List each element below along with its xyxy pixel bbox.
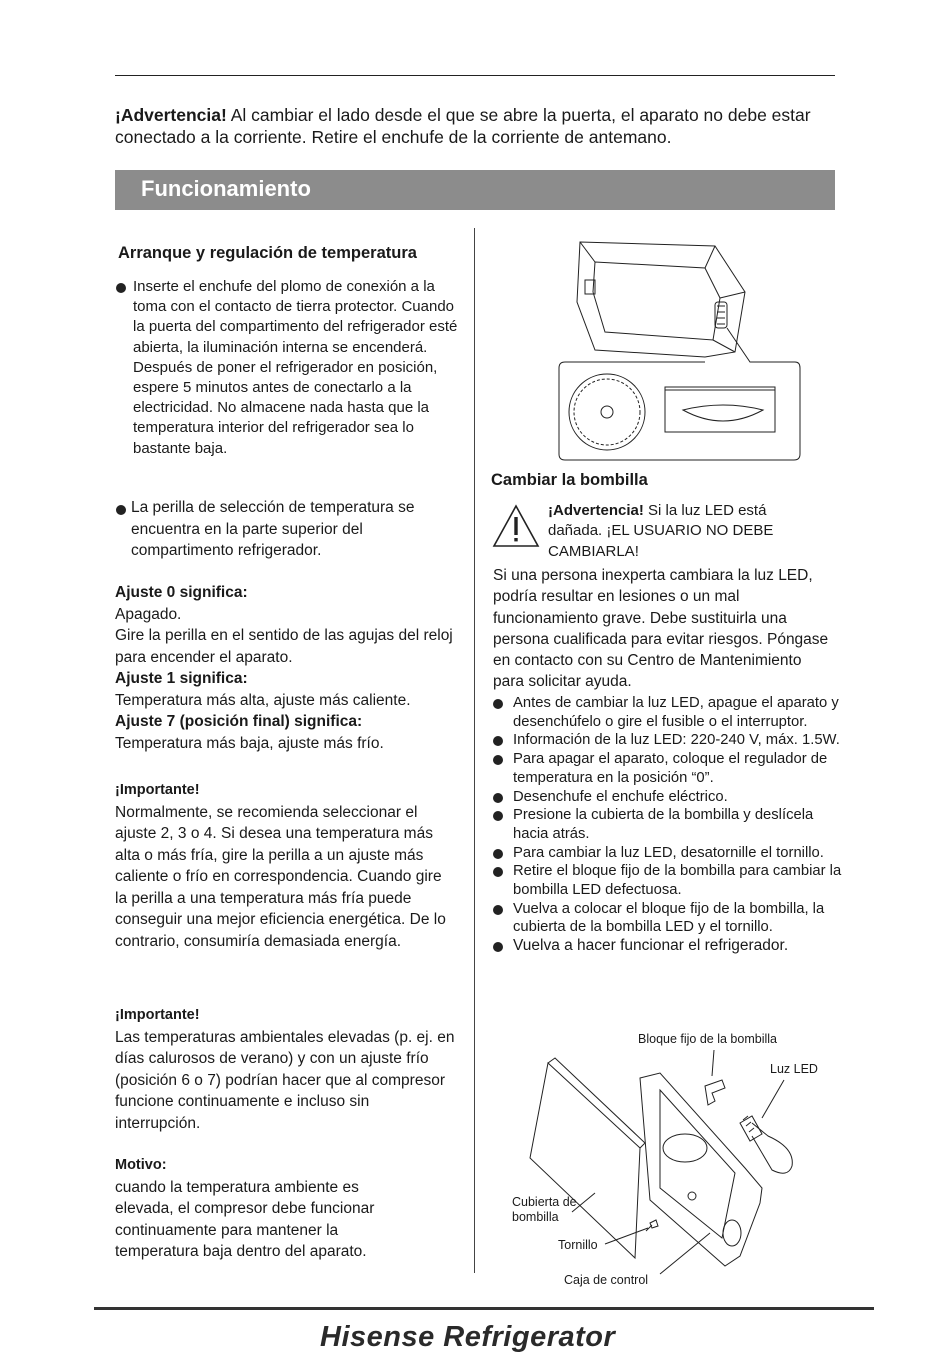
warning-triangle-icon bbox=[491, 503, 541, 549]
list-item bbox=[493, 862, 843, 899]
list-item-text: Para apagar el aparato, coloque el regulador de temperatura en la posición “0”. bbox=[513, 751, 828, 786]
right-heading: Cambiar la bombilla bbox=[491, 471, 648, 489]
bullet-dot bbox=[493, 699, 503, 709]
list-item bbox=[493, 844, 843, 863]
list-item bbox=[493, 937, 843, 956]
settings-block bbox=[115, 582, 460, 754]
left-heading: Arranque y regulación de temperatura bbox=[118, 244, 417, 262]
footer-brand: Hisense Refrigerator bbox=[320, 1321, 616, 1353]
led-warning-text: Si la luz LED está dañada. ¡EL USUARIO NO DEBE CAMBIARLA! bbox=[548, 502, 774, 560]
list-item bbox=[493, 750, 843, 787]
led-warning bbox=[548, 501, 818, 562]
left-bullet-1: Inserte el enchufe del plomo de conexión a la toma con el contacto de tierra protector. Cuando la puerta del compartimento del refrigerador esté abierta, la iluminación interna se encenderá. Después de poner el refrigerador en posición, espere 5 minutos antes de conectarlo a la electricidad. No almacene nada hasta que la temperatura interior del refrigerador sea lo bastante baja. bbox=[133, 278, 458, 457]
bullet-dot bbox=[493, 793, 503, 803]
important-2 bbox=[115, 1004, 455, 1134]
important-2-text: Las temperaturas ambientales elevadas (p. ej. en días calurosos de verano) y con un ajuste frío (posición 6 o 7) podrían hacer que al compresor funcione continuamente e incluso sin interrupción. bbox=[115, 1028, 455, 1132]
footer-rule bbox=[94, 1307, 874, 1310]
ajuste1-label: Ajuste 1 significa: bbox=[115, 670, 248, 687]
bullet-dot bbox=[493, 849, 503, 859]
label-tornillo: Tornillo bbox=[558, 1238, 598, 1252]
ajuste0-text1: Apagado. bbox=[115, 605, 182, 623]
led-steps-list bbox=[493, 694, 843, 956]
list-item-text: Para cambiar la luz LED, desatornille el tornillo. bbox=[513, 844, 824, 861]
list-item-text: Retire el bloque fijo de la bombilla para cambiar la bombilla LED defectuosa. bbox=[513, 863, 842, 899]
bullet-dot bbox=[493, 867, 503, 877]
door-warning bbox=[115, 104, 845, 148]
motivo bbox=[115, 1154, 420, 1263]
top-rule bbox=[115, 75, 835, 76]
bullet-dot bbox=[493, 736, 503, 746]
bullet-dot bbox=[493, 942, 503, 952]
list-item bbox=[493, 731, 843, 750]
list-item bbox=[493, 694, 843, 731]
label-bloque: Bloque fijo de la bombilla bbox=[638, 1032, 777, 1046]
door-warning-label: ¡Advertencia! bbox=[115, 105, 227, 125]
thermostat-illustration bbox=[555, 232, 805, 462]
label-caja: Caja de control bbox=[564, 1273, 649, 1287]
list-item-text: Antes de cambiar la luz LED, apague el aparato y desenchúfelo o gire el fusible o el interruptor. bbox=[513, 695, 839, 730]
section-header bbox=[115, 170, 835, 210]
ajuste1-text: Temperatura más alta, ajuste más caliente. bbox=[115, 691, 411, 709]
important-1-text: Normalmente, se recomienda seleccionar el ajuste 2, 3 o 4. Si desea una temperatura más alta o más fría, gire la perilla a un ajuste más caliente o frío en correspondencia. Cuando gire la perilla a una temperatura más fría puede conseguir una mejor eficiencia energética. De lo contrario, consumiría demasiada energía. bbox=[115, 803, 446, 950]
list-item-text: Vuelva a colocar el bloque fijo de la bombilla, la cubierta de la bombilla LED y el tornillo. bbox=[513, 900, 825, 936]
bullet-dot bbox=[493, 905, 503, 915]
ajuste0-label: Ajuste 0 significa: bbox=[115, 584, 248, 601]
important-1-label: ¡Importante! bbox=[115, 782, 200, 798]
ajuste7-text: Temperatura más baja, ajuste más frío. bbox=[115, 734, 384, 752]
bullet-dot bbox=[493, 811, 503, 821]
label-cubierta: Cubierta de bombilla bbox=[512, 1195, 577, 1224]
bullet-dot bbox=[116, 505, 126, 515]
label-luz: Luz LED bbox=[770, 1062, 818, 1076]
important-1 bbox=[115, 779, 450, 952]
list-item-text: Vuelva a hacer funcionar el refrigerador. bbox=[513, 937, 789, 955]
motivo-label: Motivo: bbox=[115, 1157, 167, 1173]
list-item bbox=[493, 788, 843, 807]
motivo-text: cuando la temperatura ambiente es elevada, el compresor debe funcionar continuamente para mantener la temperatura baja dentro del aparato. bbox=[115, 1178, 375, 1260]
ajuste0-text2: Gire la perilla en el sentido de las agujas del reloj para encender el aparato. bbox=[115, 627, 453, 666]
left-bullet-2: La perilla de selección de temperatura se encuentra en la parte superior del compartimento refrigerador. bbox=[131, 499, 415, 559]
bullet-dot bbox=[116, 283, 126, 293]
led-paragraph: Si una persona inexperta cambiara la luz LED, podría resultar en lesiones o un mal funcionamiento grave. Debe sustituirla una persona cualificada para evitar riesgos. Póngase en contacto con su Centro de Mantenimiento para solicitar ayuda. bbox=[493, 567, 829, 691]
list-item-text: Presione la cubierta de la bombilla y deslícela hacia atrás. bbox=[513, 807, 814, 842]
list-item-text: Desenchufe el enchufe eléctrico. bbox=[513, 788, 728, 805]
section-title: Funcionamiento bbox=[141, 176, 311, 201]
ajuste7-label: Ajuste 7 (posición final) significa: bbox=[115, 713, 363, 730]
list-item bbox=[493, 900, 843, 937]
list-item bbox=[493, 806, 843, 843]
bullet-dot bbox=[493, 755, 503, 765]
led-warning-label: ¡Advertencia! bbox=[548, 502, 644, 519]
column-divider bbox=[474, 228, 475, 1273]
door-warning-text: Al cambiar el lado desde el que se abre la puerta, el aparato no debe estar conectado a la corriente. Retire el enchufe de la corriente de antemano. bbox=[115, 105, 811, 147]
important-2-label: ¡Importante! bbox=[115, 1007, 200, 1023]
list-item-text: Información de la luz LED: 220-240 V, máx. 1.5W. bbox=[513, 732, 840, 749]
